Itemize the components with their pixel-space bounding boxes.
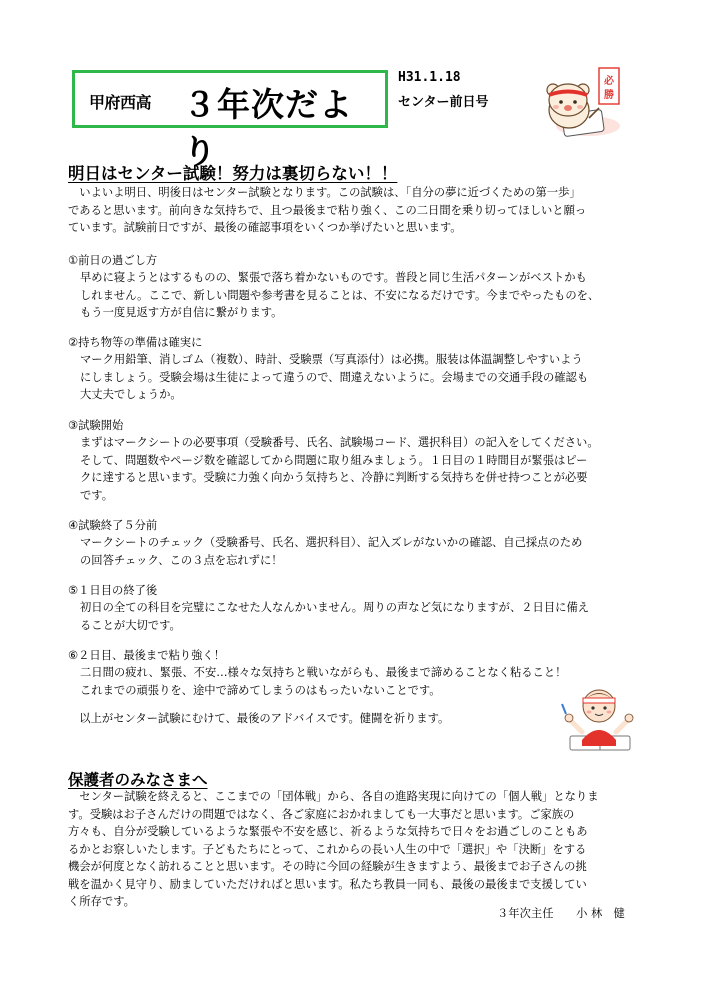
- parents-line: す。受験はお子さんだけの問題ではなく、各ご家庭におかれましても一大事だと思います。ご家族の: [68, 808, 575, 821]
- section-line: まずはマークシートの必要事項（受験番号、氏名、試験場コード、選択科目）の記入をしてください。: [80, 436, 599, 449]
- parents-line: く所存です。: [68, 895, 135, 908]
- section-line: 大丈夫でしょうか。: [80, 388, 182, 401]
- section-line: 初日の全ての科目を完璧にこなせた人なんかいません。周りの声など気になりますが、２日目に備え: [80, 601, 590, 614]
- student-cheering-icon: [558, 676, 640, 756]
- intro-line: ています。試験前日ですが、最後の確認事項をいくつか挙げたいと思います。: [68, 221, 462, 234]
- parents-line: 機会が何度となく訪れることと思います。その時に今回の経験が生きますよう、最後までお子さんの挑: [68, 860, 587, 873]
- section-line: マーク用鉛筆、消しゴム（複数）、時計、受験票（写真添付）は必携。服装は体温調整しやすいよう: [80, 353, 583, 366]
- intro-line: であると思います。前向きな気持ちで、且つ最後まで粘り強く、この二日間を乗り切ってほしいと願っ: [68, 204, 587, 217]
- parents-line: センター試験を終えると、ここまでの「団体戦」から、各自の進路実現に向けての「個人戦」となりま: [68, 790, 599, 803]
- section-line: しれません。ここで、新しい問題や参考書を見ることは、不安になるだけです。今までやったものを、: [80, 289, 600, 302]
- section-line: 早めに寝ようとはするものの、緊張で落ち着かないものです。普段と同じ生活パターンがベストかも: [80, 271, 587, 284]
- section-heading: ⑥２日目、最後まで粘り強く！: [68, 649, 225, 662]
- section-heading: ④試験終了５分前: [68, 519, 158, 532]
- svg-text:必: 必: [604, 76, 614, 87]
- parents-heading: 保護者のみなさまへ: [68, 771, 208, 789]
- signature: ３年次主任 小 林 健: [497, 907, 625, 920]
- section-line: クに達すると思います。受験に力強く向かう気持ちと、冷静に判断する気持ちを併せ持つことが必要: [80, 471, 588, 484]
- section-heading: ③試験開始: [68, 419, 124, 432]
- parents-line: 戦を温かく見守り、励ましていただければと思います。私たち教員一同も、最後の最後まで支援してい: [68, 878, 587, 891]
- section-heading: ①前日の過ごし方: [68, 254, 158, 267]
- issue-date: H31.1.18: [398, 70, 461, 85]
- section-line: これまでの頑張りを、途中で諦めてしまうのはもったいないことです。: [80, 684, 441, 697]
- section-line: にしましょう。受験会場は生徒によって違うので、間違えないように。会場までの交通手段の確認も: [80, 371, 589, 384]
- svg-text:勝: 勝: [604, 90, 614, 101]
- section-line: 二日間の疲れ、緊張、不安…様々な気持ちと戦いながらも、最後まで諦めることなく粘ること！: [80, 666, 567, 679]
- section-line: マークシートのチェック（受験番号、氏名、選択科目）、記入ズレがないかの確認、自己採点のため: [80, 536, 583, 549]
- section-line: そして、問題数やページ数を確認してから問題に取り組みましょう。１日目の１時間目が緊張はピー: [80, 454, 588, 467]
- bear-studying-icon: [533, 60, 623, 140]
- section-line: もう一度見返す方が自信に繋がります。: [80, 306, 283, 319]
- section-heading: ⑤１日目の終了後: [68, 584, 158, 597]
- section-line: の回答チェック、この３点を忘れずに！: [80, 554, 283, 567]
- closing-line: 以上がセンター試験にむけて、最後のアドバイスです。健闘を祈ります。: [68, 712, 450, 725]
- intro-line: いよいよ明日、明後日はセンター試験となります。この試験は、「自分の夢に近づくための第一歩」: [68, 186, 581, 199]
- parents-line: るかとお察しいたします。子どもたちにとって、これからの長い人生の中で「選択」や「決断」をする: [68, 843, 587, 856]
- title-box: [72, 70, 388, 171]
- section-line: です。: [80, 489, 113, 502]
- parents-line: 方々も、自分が受験しているような緊張や不安を感じ、祈るような気持ちで日々をお過ごしのこともあ: [68, 825, 588, 838]
- section-line: ることが大切です。: [80, 619, 181, 632]
- headline: 明日はセンター試験！努力は裏切らない！！: [68, 164, 398, 183]
- issue-name: センター前日号: [398, 95, 489, 110]
- newsletter-title: ３年次だより: [183, 85, 353, 171]
- section-heading: ②持ち物等の準備は確実に: [68, 336, 203, 349]
- school-name: 甲府西高: [89, 93, 152, 112]
